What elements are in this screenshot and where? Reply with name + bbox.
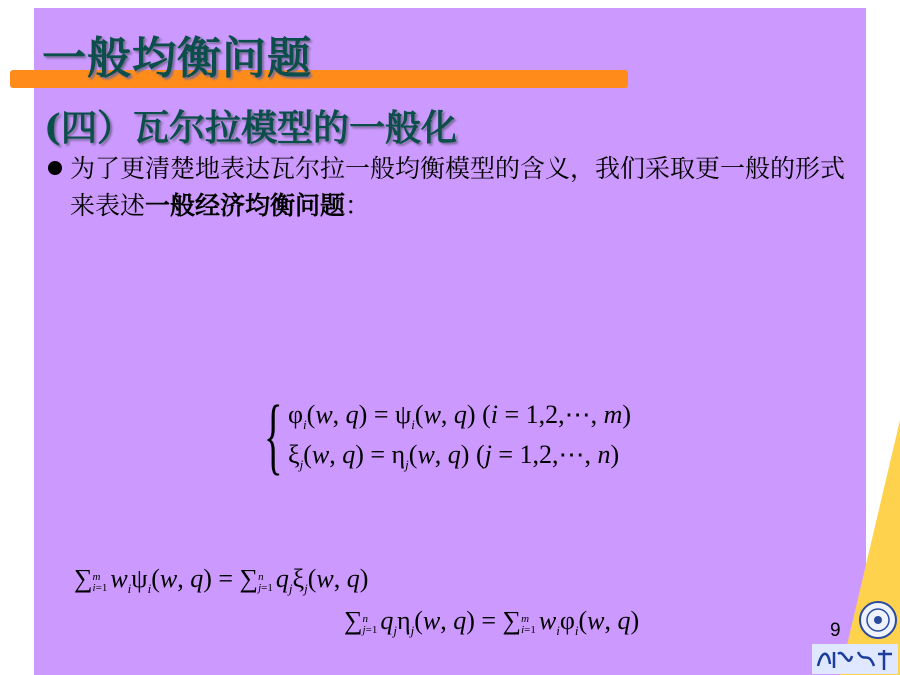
- school-seal-logo: [858, 600, 898, 640]
- page-number: 9: [830, 620, 841, 641]
- equation-system-line-2: $\xi_j(w$, $q) = \eta_j(w$, q) (j = 1,2,⋯, n): [288, 440, 620, 472]
- system-brace: {: [264, 387, 283, 483]
- bullet-paragraph: [70, 150, 860, 224]
- bullet-bold-term: 一般经济均衡问题: [145, 191, 346, 220]
- slide-subtitle: (四）瓦尔拉模型的一般化: [44, 107, 458, 149]
- bullet-text: 为了更清楚地表达瓦尔拉一般均衡模型的含义，我们采取更一般的形式来表述: [70, 154, 846, 220]
- sun-icon: [4, 28, 30, 54]
- slide-title: 一般均衡问题: [42, 33, 312, 84]
- school-name-logo: [812, 644, 898, 674]
- sum-identity-2: ∑ n j=1 $q_j\eta_j(w$, q) = ∑ m i=1 $w_i\varphi_i(w$, q): [344, 606, 640, 638]
- bullet-icon: [48, 161, 62, 175]
- equation-system-line-1: $\varphi_i(w$, $q) = \psi_i(w$, q) (i = 1,2,⋯, m): [288, 400, 632, 432]
- sum-identity-1: ∑ m i=1 $w_i\psi_i(w$, q) = ∑ n j=1 $q_j\xi_j(w$, q): [74, 564, 369, 596]
- bullet-tail: ：: [345, 191, 371, 220]
